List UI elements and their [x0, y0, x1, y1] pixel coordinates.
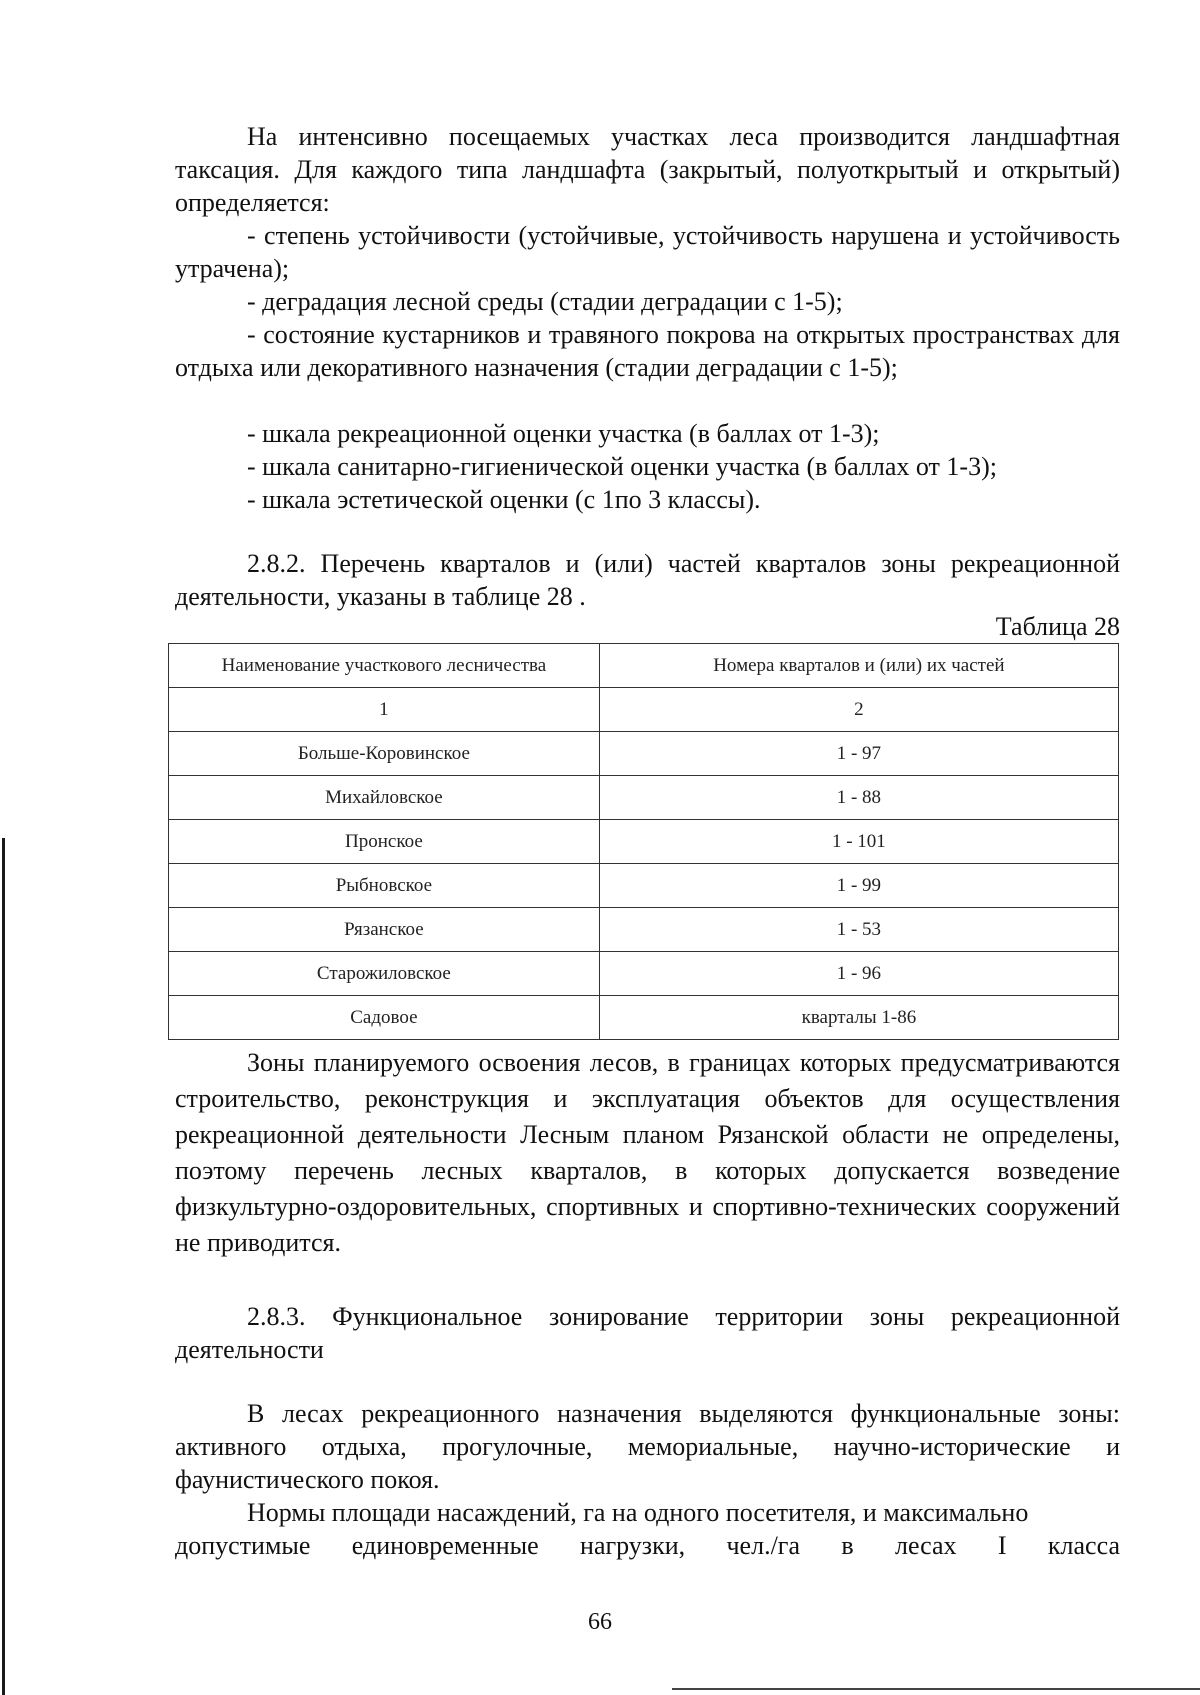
scan-edge-line — [2, 838, 5, 1695]
table-caption: Таблица 28 — [995, 612, 1120, 641]
section-2-8-3: 2.8.3. Функциональное зонирование территории зоны рекреационной деятельности — [175, 1302, 1120, 1364]
paragraph-functional-zones: В лесах рекреационного назначения выделяются функциональные зоны: активного отдыха, прогулочные, мемориальные, научно-исторические и фаунистического покоя. — [175, 1399, 1120, 1494]
column-number-2: 2 — [599, 688, 1118, 732]
quarters-cell: 1 - 101 — [599, 820, 1118, 864]
scan-bottom-line — [672, 1688, 1200, 1690]
quarters-table — [168, 643, 1119, 1040]
quarters-cell: кварталы 1-86 — [599, 996, 1118, 1040]
quarters-cell: 1 - 53 — [599, 908, 1118, 952]
forestry-name-cell: Рыбновское — [169, 864, 600, 908]
paragraph-landscape-taxation: На интенсивно посещаемых участках леса производится ландшафтная таксация. Для каждого типа ландшафта (закрытый, полуоткрытый и открытый) определяется: — [175, 122, 1120, 217]
table-row — [169, 864, 1119, 908]
table-row — [169, 820, 1119, 864]
header-forestry-name: Наименование участкового лесничества — [169, 644, 600, 688]
header-quarter-numbers: Номера кварталов и (или) их частей — [599, 644, 1118, 688]
page-number: 66 — [588, 1609, 612, 1635]
section-2-8-2: 2.8.2. Перечень кварталов и (или) частей кварталов зоны рекреационной деятельности, указаны в таблице 28 . — [175, 549, 1120, 611]
table-row — [169, 732, 1119, 776]
column-number-1: 1 — [169, 688, 600, 732]
forestry-name-cell: Старожиловское — [169, 952, 600, 996]
paragraph-planned-zones: Зоны планируемого освоения лесов, в границах которых предусматриваются строительство, реконструкция и эксплуатация объектов для осуществления рекреационной деятельности Лесным планом Рязанской области не определены, поэтому перечень лесных кварталов, в которых допускается возведение физкультурно-оздоровительных, спортивных и спортивно-технических сооружений не приводится. — [175, 1048, 1120, 1257]
paragraph-norms-line-2: допустимые единовременные нагрузки, чел./га в лесах I класса — [175, 1531, 1120, 1560]
quarters-cell: 1 - 97 — [599, 732, 1118, 776]
bullet-sanitary-scale: - шкала санитарно-гигиенической оценки участка (в баллах от 1-3); — [247, 452, 997, 481]
table-row — [169, 776, 1119, 820]
bullet-degradation: - деградация лесной среды (стадии деградации с 1-5); — [247, 287, 843, 316]
forestry-name-cell: Рязанское — [169, 908, 600, 952]
bullet-recreation-scale: - шкала рекреационной оценки участка (в баллах от 1-3); — [247, 419, 880, 448]
quarters-cell: 1 - 88 — [599, 776, 1118, 820]
table-row — [169, 996, 1119, 1040]
forestry-name-cell: Садовое — [169, 996, 600, 1040]
table-row — [169, 952, 1119, 996]
quarters-cell: 1 - 99 — [599, 864, 1118, 908]
forestry-name-cell: Пронское — [169, 820, 600, 864]
forestry-name-cell: Больше-Коровинское — [169, 732, 600, 776]
quarters-cell: 1 - 96 — [599, 952, 1118, 996]
table-column-number-row — [169, 688, 1119, 732]
bullet-aesthetic-scale: - шкала эстетической оценки (с 1по 3 классы). — [247, 485, 761, 514]
table-row — [169, 908, 1119, 952]
bullet-stability: - степень устойчивости (устойчивые, устойчивость нарушена и устойчивость утрачена); — [175, 221, 1120, 283]
bullet-shrubs: - состояние кустарников и травяного покрова на открытых пространствах для отдыха или декоративного назначения (стадии деградации с 1-5); — [175, 320, 1120, 382]
forestry-name-cell: Михайловское — [169, 776, 600, 820]
paragraph-norms-line-1: Нормы площади насаждений, га на одного посетителя, и максимально — [247, 1498, 1029, 1527]
table-header-row — [169, 644, 1119, 688]
